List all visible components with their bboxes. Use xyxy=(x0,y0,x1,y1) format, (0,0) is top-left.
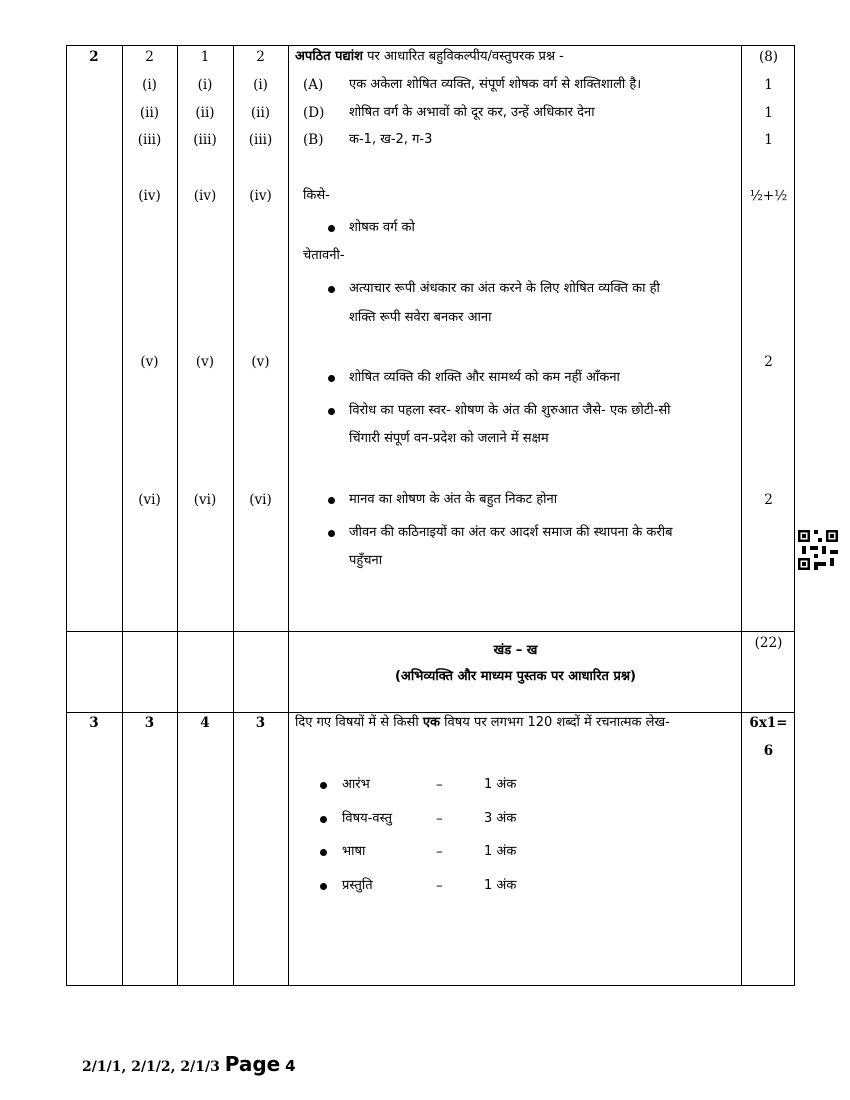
table-border-top xyxy=(66,45,795,46)
option-text-i: एक अकेला शोषित व्यक्ति, संपूर्ण शोषक वर्ग से शक्तिशाली है। xyxy=(349,77,642,92)
q3-col3: 4 xyxy=(200,715,210,731)
bullet-icon xyxy=(320,849,327,856)
footer-page-word: Page xyxy=(224,1052,281,1076)
criteria-dash: – xyxy=(436,878,443,894)
criteria-marks: 3 अंक xyxy=(484,811,517,826)
page-footer xyxy=(82,1052,296,1076)
q3-heading xyxy=(295,714,670,732)
criteria-name: विषय-वस्तु xyxy=(342,811,393,826)
vi-bullet-1: मानव का शोषण के अंत के बहुत निकट होना xyxy=(349,492,558,507)
q3-col1: 3 xyxy=(89,715,99,731)
criteria-name: आरंभ xyxy=(342,777,370,792)
iv-bullet-2-line2: शक्ति रूपी सवेरा बनकर आना xyxy=(349,310,492,325)
bullet-icon xyxy=(320,782,327,789)
criteria-marks: 1 अंक xyxy=(484,844,517,859)
col-border-4 xyxy=(288,45,289,986)
bullet-icon xyxy=(328,497,335,504)
criteria-marks: 1 अंक xyxy=(484,878,517,893)
heading-rest: पर आधारित बहुविकल्पीय/वस्तुपरक प्रश्न - xyxy=(362,49,564,64)
sub-label-ii-c3: (ii) xyxy=(195,105,215,121)
criteria-name: प्रस्तुति xyxy=(342,878,373,893)
sub-label-iv-c4: (iv) xyxy=(249,188,272,204)
sub-label-iv-c3: (iv) xyxy=(193,188,217,204)
col-border-0 xyxy=(66,45,67,986)
sub-label-iii-c3: (iii) xyxy=(193,132,217,148)
criteria-name: भाषा xyxy=(342,844,366,859)
sub-label-i-c4: (i) xyxy=(253,77,268,93)
iv-label-chetavani: चेतावनी- xyxy=(303,248,345,263)
option-text-ii: शोषित वर्ग के अभावों को दूर कर, उन्हें अधिकार देना xyxy=(349,105,595,120)
q-number-col3: 1 xyxy=(200,49,210,65)
sub-label-i-c3: (i) xyxy=(197,77,213,93)
iv-bullet-2-line1: अत्याचार रूपी अंधकार का अंत करने के लिए शोषित व्यक्ति का ही xyxy=(349,281,660,296)
q-number-col2: 2 xyxy=(145,49,154,65)
sub-label-v-c3: (v) xyxy=(195,354,215,370)
criteria-marks: 1 अंक xyxy=(484,777,517,792)
row-divider-section xyxy=(66,631,795,632)
bullet-icon xyxy=(320,816,327,823)
sub-label-iv-c2: (iv) xyxy=(138,188,161,204)
v-bullet-1: शोषित व्यक्ति की शक्ति और सामर्थ्य को कम नहीं आँकना xyxy=(349,370,620,385)
bullet-icon xyxy=(328,530,335,537)
marks-total: (8) xyxy=(758,49,779,65)
row-divider-row3 xyxy=(66,712,795,713)
table-border-bottom xyxy=(66,985,795,986)
option-text-iii: क-1, ख-2, ग-3 xyxy=(349,132,433,147)
sub-label-v-c2: (v) xyxy=(140,354,159,370)
v-bullet-2-line2: चिंगारी संपूर्ण वन-प्रदेश को जलाने में सक्षम xyxy=(349,431,549,446)
vi-bullet-2-line1: जीवन की कठिनाइयों का अंत कर आदर्श समाज की स्थापना के करीब xyxy=(349,525,673,540)
vi-bullet-2-line2: पहुँचना xyxy=(349,553,383,568)
q3-heading-post: विषय पर लगभग 120 शब्दों में रचनात्मक लेख- xyxy=(440,715,670,730)
iv-bullet-1: शोषक वर्ग को xyxy=(349,220,415,235)
q3-heading-bold: एक xyxy=(422,715,441,730)
sub-label-vi-c2: (vi) xyxy=(138,492,161,508)
bullet-icon xyxy=(328,375,335,382)
q3-marks-line1: 6x1= xyxy=(749,715,788,731)
option-marks-ii: 1 xyxy=(764,105,773,121)
bullet-icon xyxy=(328,225,335,232)
option-marks-i: 1 xyxy=(764,77,773,93)
q-number-col4: 2 xyxy=(256,49,265,65)
heading-bold: अपठित पद्यांश xyxy=(295,49,363,64)
option-letter-ii: (D) xyxy=(303,105,325,121)
sub-label-i-c2: (i) xyxy=(142,77,157,93)
criteria-dash: – xyxy=(436,811,443,827)
section-marks: (22) xyxy=(754,635,783,651)
bullet-icon xyxy=(320,883,327,890)
sub-label-iii-c2: (iii) xyxy=(137,132,162,148)
iv-label-kise: किसे- xyxy=(303,188,330,203)
section-title: खंड – ख xyxy=(493,643,538,658)
question-heading xyxy=(295,48,564,66)
q3-col2: 3 xyxy=(144,715,155,731)
criteria-dash: – xyxy=(436,777,443,793)
footer-page-number: 4 xyxy=(285,1057,296,1075)
v-marks: 2 xyxy=(764,354,773,370)
sub-label-vi-c3: (vi) xyxy=(193,492,217,508)
criteria-dash: – xyxy=(436,844,443,860)
qr-code-icon xyxy=(798,530,838,570)
footer-codes: 2/1/1, 2/1/2, 2/1/3 xyxy=(82,1059,225,1075)
option-marks-iii: 1 xyxy=(764,132,773,148)
q3-heading-pre: दिए गए विषयों में से किसी xyxy=(295,715,423,730)
bullet-icon xyxy=(328,286,335,293)
option-letter-iii: (B) xyxy=(303,132,324,148)
sub-label-ii-c4: (ii) xyxy=(250,105,271,121)
sub-label-vi-c4: (vi) xyxy=(249,492,272,508)
iv-marks: ½+½ xyxy=(749,188,788,204)
vi-marks: 2 xyxy=(764,492,773,508)
q3-marks-line2: 6 xyxy=(763,743,774,759)
sub-label-v-c4: (v) xyxy=(251,354,270,370)
section-subtitle: (अभिव्यक्ति और माध्यम पुस्तक पर आधारित प्रश्न) xyxy=(394,669,637,684)
option-letter-i: (A) xyxy=(303,77,324,93)
sub-label-ii-c2: (ii) xyxy=(139,105,160,121)
q3-col4: 3 xyxy=(255,715,266,731)
q-number-col1: 2 xyxy=(89,49,99,65)
bullet-icon xyxy=(328,408,335,415)
sub-label-iii-c4: (iii) xyxy=(248,132,273,148)
v-bullet-2-line1: विरोध का पहला स्वर- शोषण के अंत की शुरुआत जैसे- एक छोटी-सी xyxy=(349,403,671,418)
